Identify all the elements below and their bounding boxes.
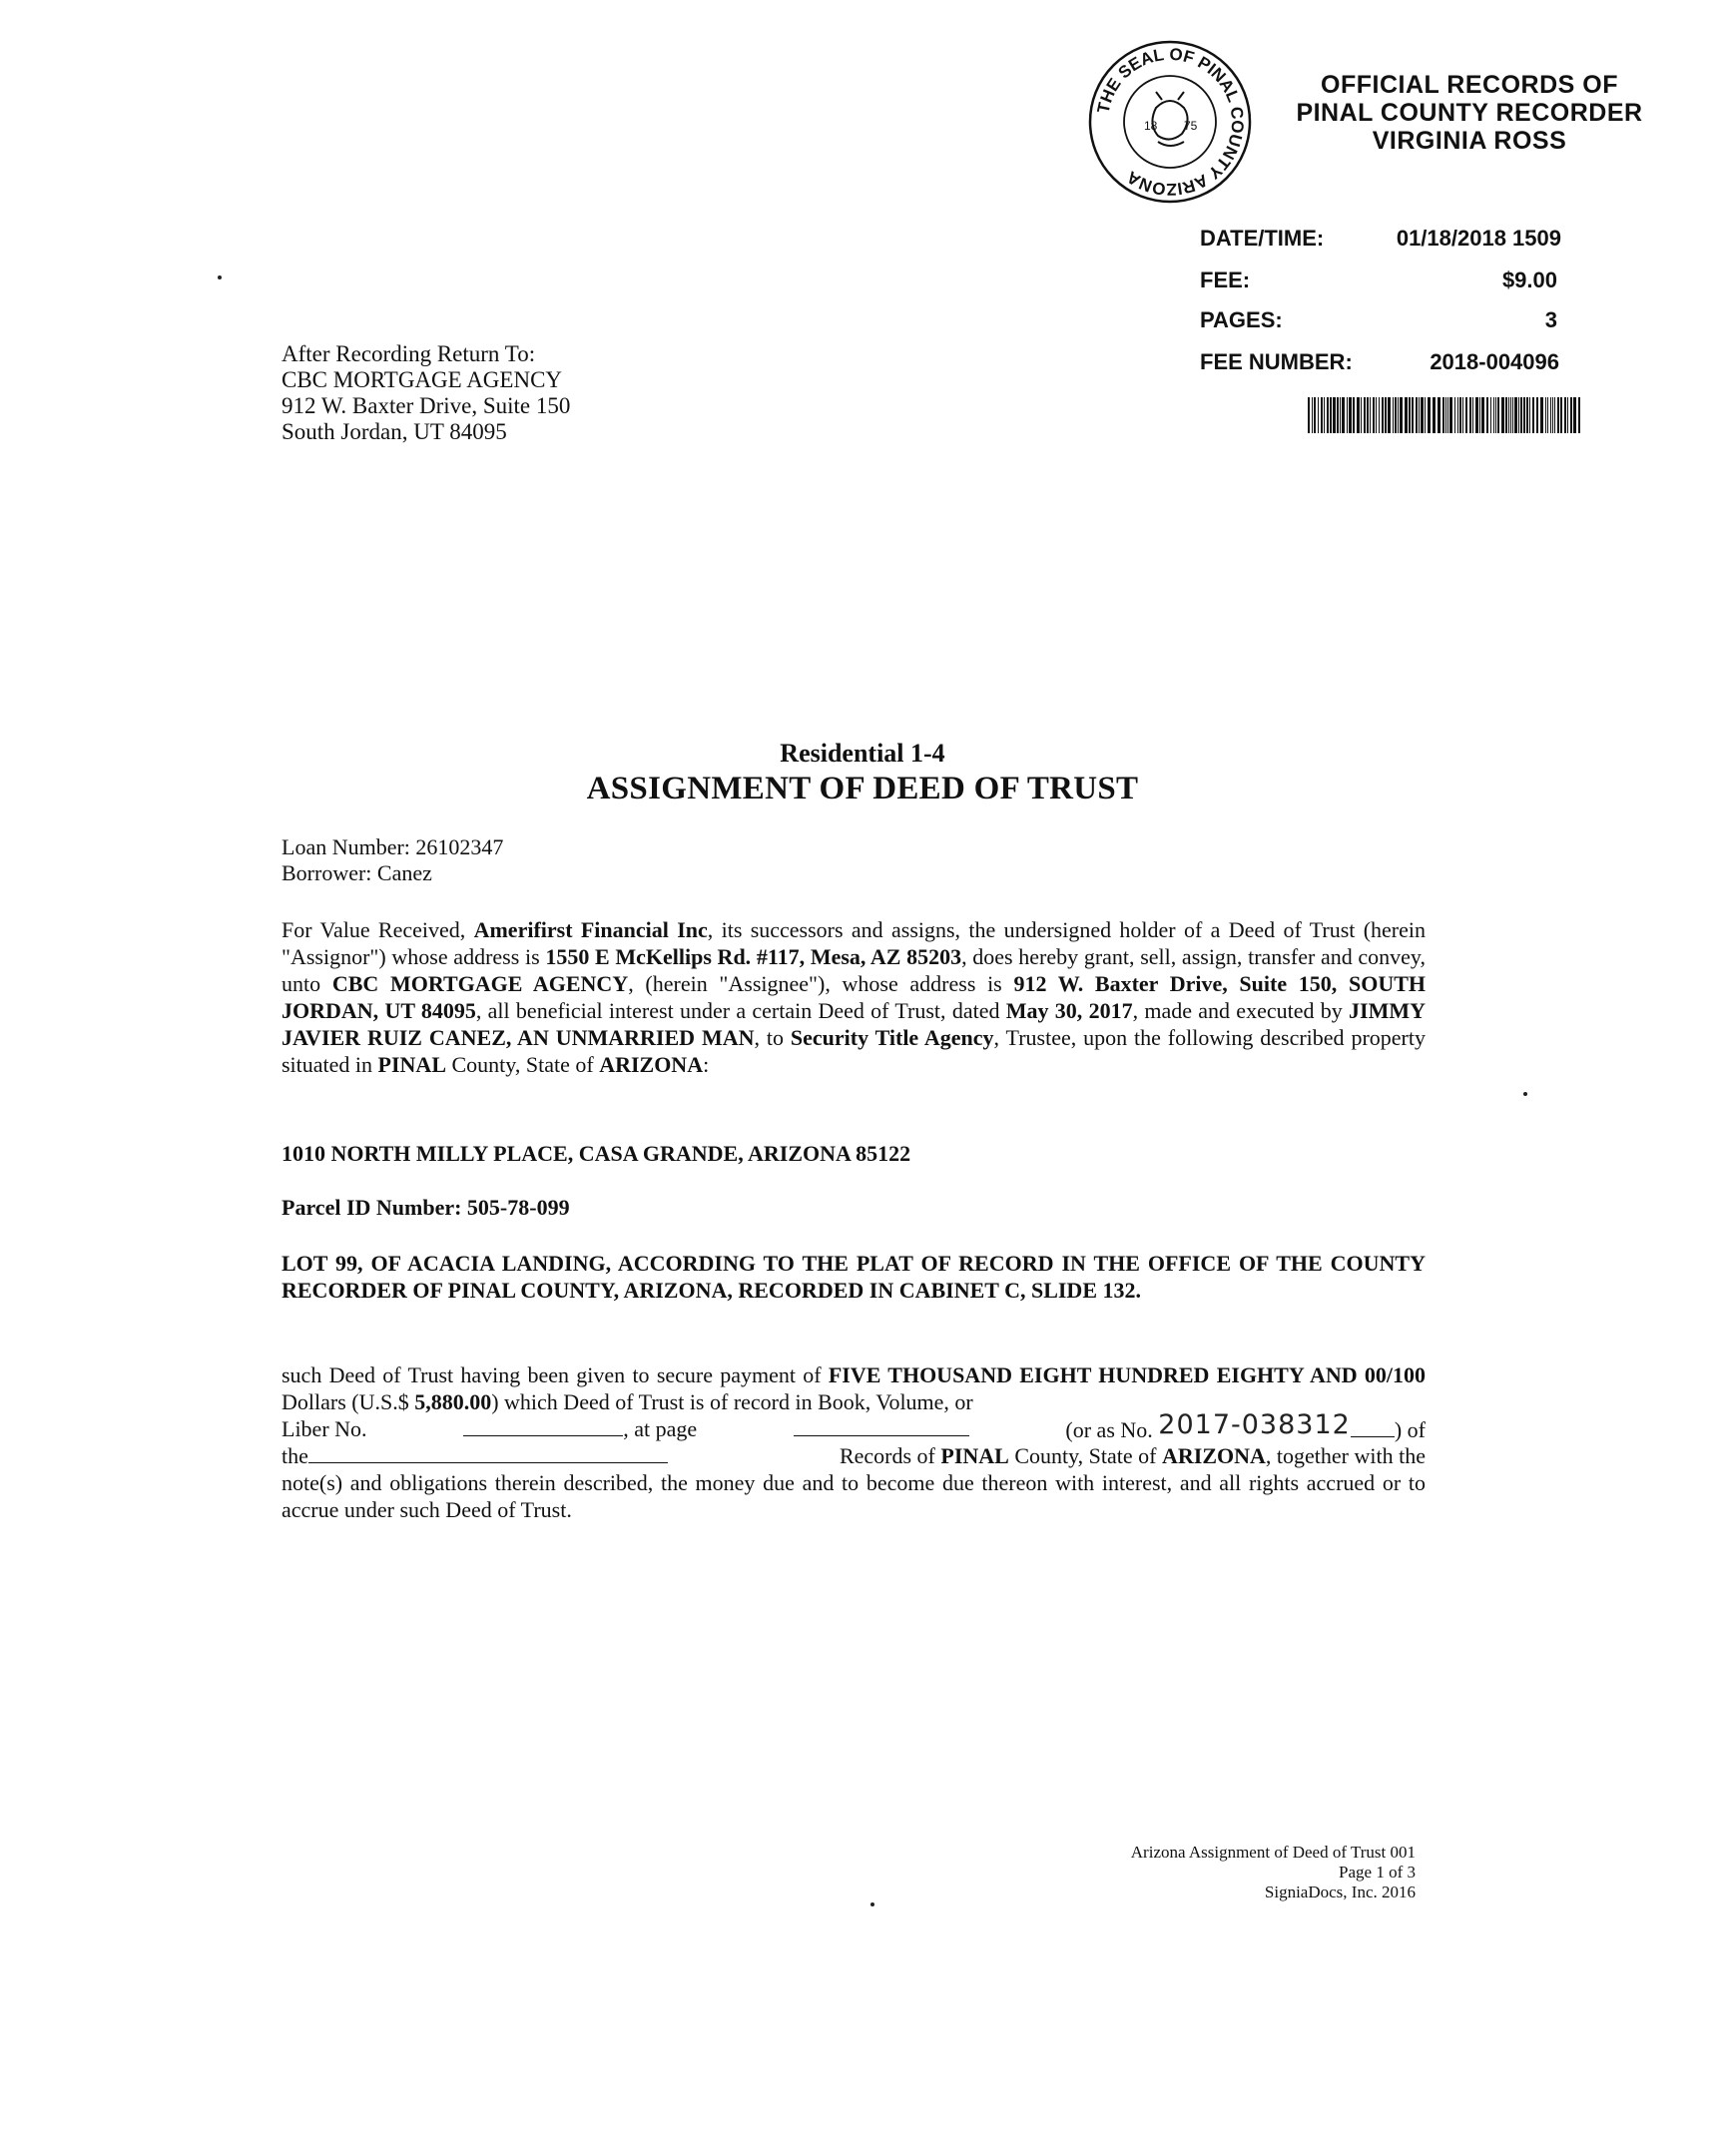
record-row-pages <box>1200 303 1557 337</box>
footer-form-name: Arizona Assignment of Deed of Trust 001 <box>1130 1843 1416 1862</box>
scan-speck <box>870 1902 874 1906</box>
seal-text: THE SEAL OF PINAL COUNTY ARIZONA <box>1093 44 1248 200</box>
barcode-bar <box>1433 397 1436 433</box>
barcode-bar <box>1459 397 1461 433</box>
barcode-bar <box>1385 397 1387 433</box>
payment-paragraph-line1: such Deed of Trust having been given to secure payment of FIVE THOUSAND EIGHT HUNDRED EIGHTY AND 00/100 Dollars (U.S.$ 5,880.00) which Deed of Trust is of record in Book, Volume, or <box>282 1362 1426 1414</box>
record-row-fee-number <box>1200 345 1559 379</box>
barcode-bar <box>1425 397 1426 433</box>
barcode-bar <box>1405 397 1408 433</box>
barcode-bar <box>1512 397 1513 433</box>
barcode-bar <box>1318 397 1319 433</box>
seal-year-left: 18 <box>1144 119 1158 133</box>
barcode-bar <box>1536 397 1538 433</box>
record-value: 01/18/2018 1509 <box>1396 226 1561 251</box>
legal-description: LOT 99, OF ACACIA LANDING, ACCORDING TO THE PLAT OF RECORD IN THE OFFICE OF THE COUNTY RECORDER OF PINAL COUNTY, ARIZONA, RECORDED IN CABINET C, SLIDE 132. <box>282 1251 1426 1303</box>
scan-speck <box>218 275 222 279</box>
barcode-bar <box>1552 397 1553 433</box>
barcode-bar <box>1472 397 1473 433</box>
return-to-street: 912 W. Baxter Drive, Suite 150 <box>282 393 571 418</box>
barcode-bar <box>1532 397 1534 433</box>
record-value: $9.00 <box>1501 268 1557 292</box>
barcode-bar <box>1505 397 1507 433</box>
return-to-heading: After Recording Return To: <box>282 341 536 366</box>
barcode-bar <box>1400 397 1403 433</box>
barcode-bar <box>1510 397 1511 433</box>
barcode-bar <box>1445 397 1446 433</box>
barcode-bar <box>1462 397 1463 433</box>
barcode-bar <box>1314 397 1316 433</box>
barcode-bar <box>1337 397 1339 433</box>
barcode-bar <box>1529 397 1530 433</box>
barcode-bar <box>1364 397 1366 433</box>
recorder-title-line1: OFFICIAL RECORDS OF <box>1321 71 1618 99</box>
barcode-bar <box>1490 397 1491 433</box>
record-label: PAGES: <box>1200 307 1283 332</box>
barcode-bar <box>1573 397 1576 433</box>
payment-paragraph-rest: note(s) and obligations therein described, the money due and to become due thereon with interest, and all rights accrued or to accrue under such Deed of Trust. <box>282 1470 1426 1522</box>
barcode-bar <box>1353 397 1355 433</box>
barcode-bar <box>1370 397 1371 433</box>
barcode-bar <box>1367 397 1369 433</box>
barcode-bar <box>1564 397 1566 433</box>
barcode-bar <box>1550 397 1551 433</box>
barcode-bar <box>1327 397 1329 433</box>
payment-paragraph-line3: the Records of PINAL County, State of ARIZONA, together with the <box>282 1443 1426 1468</box>
barcode-bar <box>1421 397 1424 433</box>
barcode-bar <box>1501 397 1504 433</box>
barcode-bar <box>1442 397 1444 433</box>
barcode-bar <box>1379 397 1380 433</box>
record-label: FEE: <box>1200 268 1251 292</box>
barcode-bar <box>1398 397 1399 433</box>
barcode-bar <box>1495 397 1496 433</box>
barcode-bar <box>1393 397 1394 433</box>
barcode-bar <box>1547 397 1548 433</box>
barcode-bar <box>1545 397 1546 433</box>
record-row-datetime <box>1200 222 1561 256</box>
record-row-fee <box>1200 264 1557 297</box>
barcode-bar <box>1342 397 1345 433</box>
borrower: Borrower: Canez <box>282 860 432 885</box>
recorder-title-line3: VIRGINIA ROSS <box>1372 127 1567 155</box>
barcode-bar <box>1557 397 1559 433</box>
barcode-bar <box>1395 397 1397 433</box>
barcode-bar <box>1567 397 1568 433</box>
barcode-bar <box>1540 397 1543 433</box>
scan-speck <box>1523 1092 1527 1096</box>
barcode-bar <box>1312 397 1313 433</box>
barcode-bar <box>1373 397 1375 433</box>
record-value: 3 <box>1544 307 1557 332</box>
record-label: DATE/TIME: <box>1200 226 1325 251</box>
barcode-bar <box>1486 397 1488 433</box>
barcode-bar <box>1357 397 1360 433</box>
barcode-bar <box>1324 397 1325 433</box>
barcode-bar <box>1570 397 1572 433</box>
barcode-bar <box>1376 397 1377 433</box>
barcode-bar <box>1428 397 1431 433</box>
footer-publisher: SigniaDocs, Inc. 2016 <box>1264 1883 1416 1901</box>
document-subtitle: Residential 1-4 <box>780 739 945 768</box>
seal-year-right: 75 <box>1184 119 1198 133</box>
payment-paragraph-line2: Liber No. , at page (or as No. 2017-038312 ) of <box>282 1409 1426 1442</box>
barcode-bar <box>1469 397 1471 433</box>
barcode-bar <box>1438 397 1440 433</box>
barcode <box>1308 397 1581 433</box>
barcode-bar <box>1578 397 1580 433</box>
barcode-bar <box>1514 397 1517 433</box>
barcode-bar <box>1416 397 1418 433</box>
footer-page-number: Page 1 of 3 <box>1339 1863 1416 1882</box>
property-address: 1010 NORTH MILLY PLACE, CASA GRANDE, ARIZONA 85122 <box>282 1141 911 1166</box>
barcode-bar <box>1554 397 1555 433</box>
document-title: ASSIGNMENT OF DEED OF TRUST <box>586 771 1139 807</box>
barcode-bar <box>1349 397 1352 433</box>
barcode-bar <box>1457 397 1458 433</box>
assignment-paragraph: For Value Received, Amerifirst Financial Inc, its successors and assigns, the undersigned holder of a Deed of Trust (herein "Assignor") whose address is 1550 E McKellips Rd. #117, Mesa, AZ 85203, does hereby grant, sell, assign, transfer and convey, unto CBC MORTGAGE AGENCY, (herein "Assignee"), whose address is 912 W. Baxter Drive, Suite 150, SOUTH JORDAN, UT 84095, all beneficial interest under a certain Deed of Trust, dated May 30, 2017, made and executed by JIMMY JAVIER RUIZ CANEZ, AN UNMARRIED MAN, to Security Title Agency, Trustee, upon the following described property situated in PINAL County, State of ARIZONA: <box>282 917 1427 1077</box>
barcode-bar <box>1479 397 1480 433</box>
record-value: 2018-004096 <box>1430 349 1559 374</box>
county-seal <box>1086 38 1254 206</box>
recorder-title-line2: PINAL COUNTY RECORDER <box>1296 99 1643 127</box>
barcode-bar <box>1454 397 1455 433</box>
barcode-bar <box>1449 397 1452 433</box>
barcode-bar <box>1508 397 1509 433</box>
barcode-bar <box>1475 397 1478 433</box>
barcode-bar <box>1340 397 1341 433</box>
handwritten-record-number: 2017-038312 <box>1158 1409 1351 1440</box>
barcode-bar <box>1347 397 1348 433</box>
barcode-bar <box>1560 397 1562 433</box>
barcode-bar <box>1409 397 1411 433</box>
barcode-bar <box>1308 397 1310 433</box>
barcode-bar <box>1523 397 1525 433</box>
barcode-bar <box>1382 397 1384 433</box>
barcode-bar <box>1520 397 1522 433</box>
return-to-city: South Jordan, UT 84095 <box>282 419 507 444</box>
barcode-bar <box>1518 397 1519 433</box>
barcode-bar <box>1497 397 1499 433</box>
barcode-bar <box>1388 397 1391 433</box>
return-to-company: CBC MORTGAGE AGENCY <box>282 367 563 392</box>
barcode-bar <box>1412 397 1414 433</box>
barcode-bar <box>1465 397 1467 433</box>
barcode-bar <box>1447 397 1448 433</box>
barcode-bar <box>1493 397 1494 433</box>
record-label: FEE NUMBER: <box>1200 349 1353 374</box>
barcode-bar <box>1419 397 1420 433</box>
parcel-id: Parcel ID Number: 505-78-099 <box>282 1195 570 1220</box>
barcode-bar <box>1526 397 1528 433</box>
barcode-bar <box>1481 397 1484 433</box>
barcode-bar <box>1361 397 1362 433</box>
barcode-bar <box>1321 397 1323 433</box>
loan-number: Loan Number: 26102347 <box>282 834 504 859</box>
barcode-bar <box>1333 397 1336 433</box>
barcode-bar <box>1330 397 1332 433</box>
